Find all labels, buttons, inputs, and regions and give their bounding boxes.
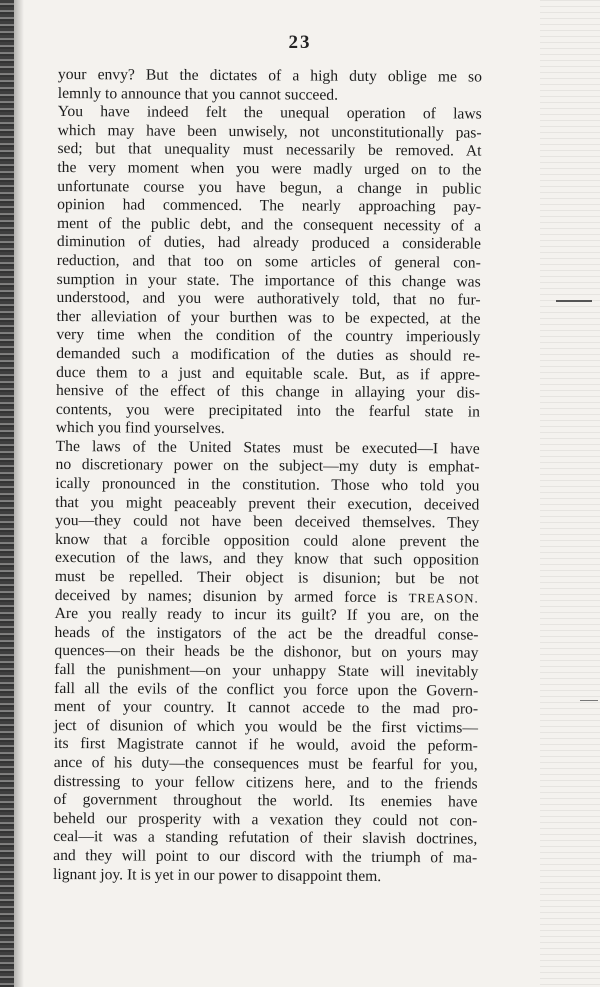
right-margin-scan-noise xyxy=(540,0,600,987)
paragraph xyxy=(53,438,480,887)
emphasis-treason: TREASON. xyxy=(408,590,479,606)
text-line: ject of disunion of which you would be the first victims— xyxy=(53,716,479,737)
text-line: duce them to a just and equitable scale. But, as if appre- xyxy=(56,363,481,384)
text-line: unfortunate course you have begun, a change in public xyxy=(57,177,482,198)
text-line: Are you really ready to incur its guilt? If you are, on the xyxy=(54,605,479,625)
scanned-binding-edge xyxy=(0,0,14,987)
text-line: deceived by names; disunion by armed force is TREASON. xyxy=(54,586,479,606)
text-line: ment of your country. It cannot accede to the mad pro- xyxy=(54,698,479,718)
text-line: that you might peaceably prevent their execution, deceived xyxy=(55,493,480,514)
text-line: very time when the condition of the country imperiously xyxy=(56,326,481,346)
text-line: fall all the evils of the conflict you force upon the Govern- xyxy=(54,679,479,700)
text-line: no discretionary power on the subject—my duty is emphat- xyxy=(55,456,480,477)
body-text xyxy=(53,66,482,887)
text-line: fall the punishment—on your unhappy State will inevitably xyxy=(54,660,479,681)
text-line: lignant joy. It is yet in our power to disappoint them. xyxy=(53,865,382,885)
paragraph xyxy=(56,103,482,440)
text-line: and they will point to our discord with the triumph of ma- xyxy=(53,846,478,867)
text-line: ance of his duty—the consequences must be fearful for you, xyxy=(53,753,478,774)
text-line: execution of the laws, and they know that such opposition xyxy=(54,549,480,570)
text-line: quences—on their heads be the dishonor, but on yours may xyxy=(54,642,479,662)
text-line: sed; but that unequality must necessarily be removed. At xyxy=(57,140,482,160)
text-line: understood, and you were authoratively told, that no fur- xyxy=(56,289,481,309)
margin-mark xyxy=(556,300,592,302)
text-line: diminution of duties, had already produced a considerable xyxy=(56,233,481,253)
text-line: must be repelled. Their object is disunion; but be not xyxy=(54,568,479,588)
text-line: hensive of the effect of this change in allaying your dis- xyxy=(55,382,481,402)
page-number: 23 xyxy=(288,32,312,53)
text-line: which you find yourselves. xyxy=(55,419,225,438)
text-line: You have indeed felt the unequal operation of laws xyxy=(57,103,482,123)
text-line: your envy? But the dictates of a high duty oblige me so xyxy=(57,66,482,86)
text-line: sumption in your state. The importance of this change was xyxy=(56,270,481,291)
text-line: ceal—it was a standing refutation of their slavish doctrines, xyxy=(53,828,478,848)
text-line: beheld our prosperity with a vexation they could not con- xyxy=(53,809,478,830)
text-line: ther alleviation of your burthen was to be expected, at the xyxy=(56,307,481,328)
text-line: the very moment when you were madly urged on to the xyxy=(57,158,482,179)
text-line: ically pronounced in the constitution. Those who told you xyxy=(55,475,480,495)
text-line: ment of the public debt, and the consequent necessity of a xyxy=(56,214,482,235)
text-line: demanded such a modification of the duties as should re- xyxy=(56,344,481,365)
binding-shadow xyxy=(14,0,24,987)
text-line: of government throughout the world. Its enemies have xyxy=(53,791,478,811)
text-line: lemnly to announce that you cannot succeed. xyxy=(57,84,339,104)
text-line: distressing to your fellow citizens here, and to the friends xyxy=(53,772,478,793)
text-line: opinion had commenced. The nearly approaching pay- xyxy=(57,196,482,216)
margin-mark xyxy=(580,700,598,701)
text-line: which may have been unwisely, not unconstitutionally pas- xyxy=(57,121,482,142)
paragraph xyxy=(58,66,482,106)
text-line: reduction, and that too on some articles of general con- xyxy=(56,251,481,272)
text-line: The laws of the United States must be executed—I have xyxy=(55,437,480,458)
text-line: its first Magistrate cannot if he would, avoid the peform- xyxy=(53,735,478,755)
text-line: contents, you were precipitated into the fearful state in xyxy=(55,400,480,421)
text-line: know that a forcible opposition could alone prevent the xyxy=(55,530,480,551)
text-line: you—they could not have been deceived themselves. They xyxy=(55,512,480,532)
text-line: heads of the instigators of the act be the dreadful conse- xyxy=(54,623,479,644)
